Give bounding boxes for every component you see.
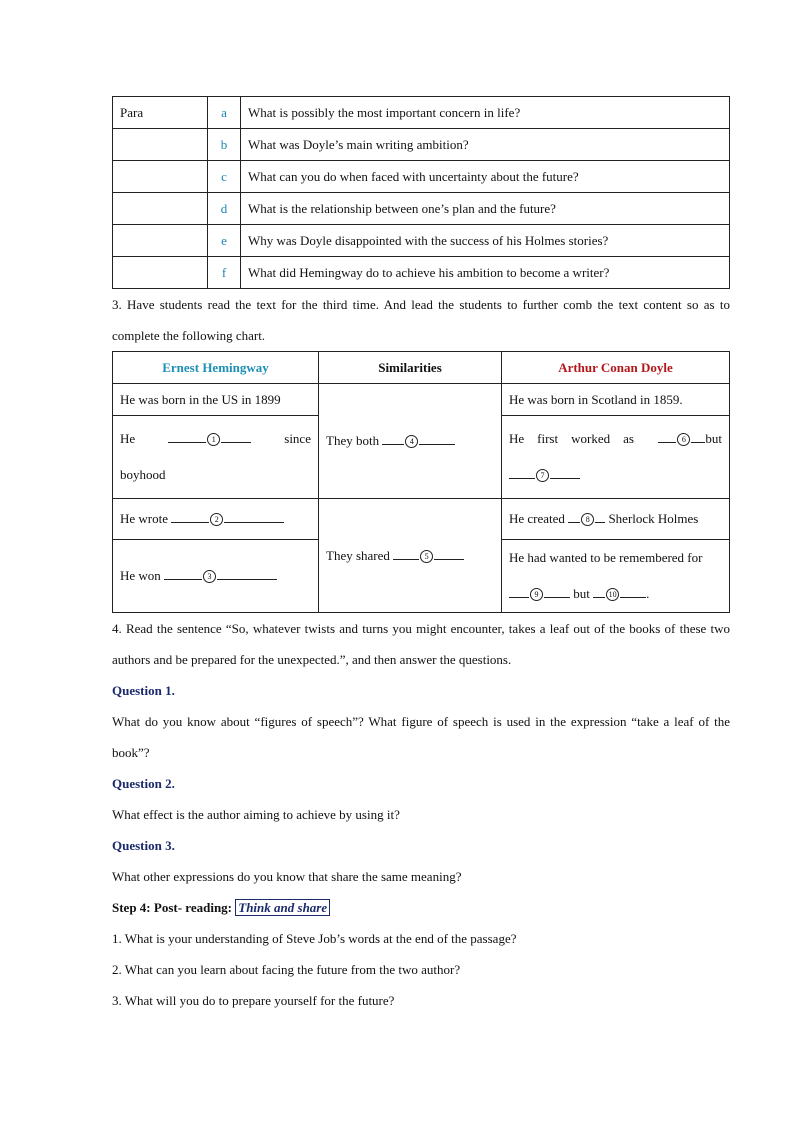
para-cell xyxy=(113,257,208,289)
worked-post: but xyxy=(705,431,722,446)
table-row xyxy=(113,97,730,129)
blank-line xyxy=(171,512,209,523)
blank-line xyxy=(620,587,646,598)
chart-row xyxy=(113,384,730,416)
row-question: What did Hemingway do to achieve his ambition to become a writer? xyxy=(241,257,730,289)
blank-line xyxy=(382,434,404,445)
wrote-label: He wrote xyxy=(120,511,169,526)
think-and-share-box: Think and share xyxy=(235,899,330,916)
hemingway-wrote xyxy=(113,499,319,540)
table-row xyxy=(113,193,730,225)
blank-line xyxy=(393,549,419,560)
number-10: 10 xyxy=(606,588,619,601)
blank-line xyxy=(691,432,705,443)
row-question: What was Doyle’s main writing ambition? xyxy=(241,129,730,161)
question-2-title: Question 2. xyxy=(112,776,175,791)
won-label: He won xyxy=(120,568,161,583)
blank-line xyxy=(217,569,277,580)
table-row xyxy=(113,257,730,289)
similarity-both-cell xyxy=(319,384,502,499)
header-similarities: Similarities xyxy=(319,352,502,384)
row-letter: d xyxy=(208,193,241,225)
para-cell xyxy=(113,225,208,257)
question-2-text: What effect is the author aiming to achieve by using it? xyxy=(112,807,400,822)
blank-line xyxy=(595,512,605,523)
blank-line xyxy=(419,434,455,445)
doyle-born: He was born in Scotland in 1859. xyxy=(502,384,730,416)
row-letter: b xyxy=(208,129,241,161)
number-7: 7 xyxy=(536,469,549,482)
blank-line xyxy=(544,587,570,598)
instruction-4: 4. Read the sentence “So, whatever twists and turns you might encounter, takes a leaf out of the books of these two authors and be prepared for the unexpected.”, and then answer the questions. xyxy=(112,621,730,667)
instruction-3: 3. Have students read the text for the third time. And lead the students to further comb the text content so as to complete the following chart. xyxy=(112,297,730,343)
step-4-label: Step 4: Post- reading: xyxy=(112,900,233,915)
blank-line xyxy=(658,432,676,443)
hemingway-since-cell xyxy=(113,416,319,499)
blank-line xyxy=(550,468,580,479)
created-pre: He created xyxy=(509,511,565,526)
chart-row xyxy=(113,499,730,540)
doyle-created xyxy=(502,499,730,540)
blank-line xyxy=(593,587,605,598)
table-row xyxy=(113,225,730,257)
row-letter: c xyxy=(208,161,241,193)
document-page xyxy=(112,96,730,1016)
doyle-remembered-cell: He had wanted to be remembered for 9 but 10 . xyxy=(502,540,730,613)
boyhood-text: boyhood xyxy=(120,467,166,482)
blank-line xyxy=(434,549,464,560)
header-hemingway: Ernest Hemingway xyxy=(113,352,319,384)
number-1: 1 xyxy=(207,433,220,446)
number-4: 4 xyxy=(405,435,418,448)
row-letter: f xyxy=(208,257,241,289)
since-post: since xyxy=(284,431,311,446)
table-row xyxy=(113,161,730,193)
table-row xyxy=(113,129,730,161)
blank-line xyxy=(164,569,202,580)
blank-line xyxy=(224,512,284,523)
post-item-1: 1. What is your understanding of Steve Job’s words at the end of the passage? xyxy=(112,931,517,946)
doyle-worked-cell xyxy=(502,416,730,499)
hemingway-born: He was born in the US in 1899 xyxy=(113,384,319,416)
row-question: What can you do when faced with uncertainty about the future? xyxy=(241,161,730,193)
para-label: Para xyxy=(113,97,208,129)
worked-pre: He first worked as xyxy=(509,431,634,446)
both-label: They both xyxy=(326,433,380,448)
blank-line xyxy=(221,432,251,443)
row-letter: a xyxy=(208,97,241,129)
created-post: Sherlock Holmes xyxy=(608,511,699,526)
row-question: What is the relationship between one’s plan and the future? xyxy=(241,193,730,225)
para-cell xyxy=(113,193,208,225)
blank-line xyxy=(568,512,580,523)
question-1-text: What do you know about “figures of speech”? What figure of speech is used in the expression “take a leaf of the book”? xyxy=(112,714,730,760)
question-3-text: What other expressions do you know that share the same meaning? xyxy=(112,869,462,884)
hemingway-won xyxy=(113,540,319,613)
number-9: 9 xyxy=(530,588,543,601)
row-question: What is possibly the most important concern in life? xyxy=(241,97,730,129)
blank-line xyxy=(509,587,529,598)
row-letter: e xyxy=(208,225,241,257)
step-4-heading xyxy=(112,892,730,923)
number-6: 6 xyxy=(677,433,690,446)
similarity-shared-cell xyxy=(319,499,502,613)
since-pre: He xyxy=(120,431,136,446)
para-cell xyxy=(113,129,208,161)
shared-label: They shared xyxy=(326,547,390,563)
chart-header-row xyxy=(113,352,730,384)
post-item-2: 2. What can you learn about facing the future from the two author? xyxy=(112,962,461,977)
number-3: 3 xyxy=(203,570,216,583)
blank-line xyxy=(509,468,535,479)
number-8: 8 xyxy=(581,513,594,526)
number-5: 5 xyxy=(420,550,433,563)
header-doyle: Arthur Conan Doyle xyxy=(502,352,730,384)
paragraph-question-table xyxy=(112,96,730,289)
number-2: 2 xyxy=(210,513,223,526)
but-text: but xyxy=(573,586,590,601)
question-3-title: Question 3. xyxy=(112,838,175,853)
para-cell xyxy=(113,161,208,193)
comparison-chart xyxy=(112,351,730,613)
remembered-text: He had wanted to be remembered for xyxy=(509,550,703,565)
question-1-title: Question 1. xyxy=(112,683,175,698)
post-item-3: 3. What will you do to prepare yourself for the future? xyxy=(112,993,395,1008)
blank-line xyxy=(168,432,206,443)
row-question: Why was Doyle disappointed with the success of his Holmes stories? xyxy=(241,225,730,257)
